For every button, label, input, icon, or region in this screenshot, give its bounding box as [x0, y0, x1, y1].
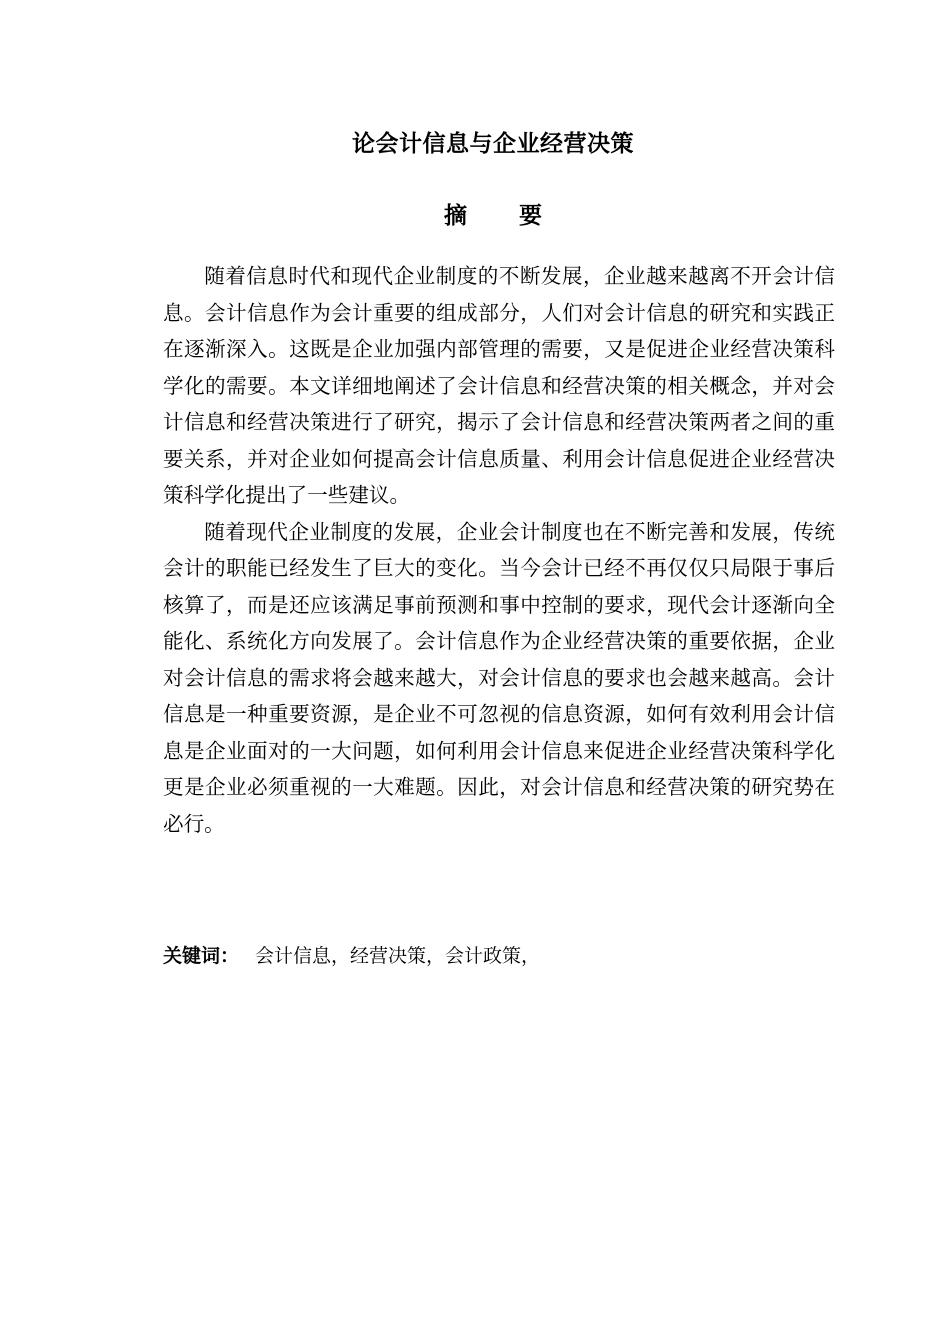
abstract-paragraph-1: 随着信息时代和现代企业制度的不断发展，企业越来越离不开会计信息。会计信息作为会计重要的组成部分，人们对会计信息的研究和实践正在逐渐深入。这既是企业加强内部管理的需要，又是促进企业经营决策科学化的需要。本文详细地阐述了会计信息和经营决策的相关概念，并对会计信息和经营决策进行了研究，揭示了会计信息和经营决策两者之间的重要关系，并对企业如何提高会计信息质量、利用会计信息促进企业经营决策科学化提出了一些建议。	[163, 264, 835, 507]
document-title: 论会计信息与企业经营决策	[352, 131, 634, 157]
abstract-heading	[0, 200, 950, 232]
keywords-value: 会计信息，经营决策，会计政策，	[255, 945, 541, 967]
abstract-heading-char-1: 摘	[444, 203, 467, 229]
abstract-heading-char-2: 要	[519, 203, 542, 229]
abstract-body	[163, 258, 835, 842]
abstract-paragraph-2: 随着现代企业制度的发展，企业会计制度也在不断完善和发展，传统会计的职能已经发生了巨大的变化。当今会计已经不再仅仅只局限于事后核算了，而是还应该满足事前预测和事中控制的要求，现代会计逐渐向全能化、系统化方向发展了。会计信息作为企业经营决策的重要依据，企业对会计信息的需求将会越来越大，对会计信息的要求也会越来越高。会计信息是一种重要资源，是企业不可忽视的信息资源，如何有效利用会计信息是企业面对的一大问题，如何利用会计信息来促进企业经营决策科学化更是企业必须重视的一大难题。因此，对会计信息和经营决策的研究势在必行。	[163, 519, 835, 836]
keywords-line	[163, 938, 835, 974]
keywords-label: 关键词：	[163, 945, 240, 967]
